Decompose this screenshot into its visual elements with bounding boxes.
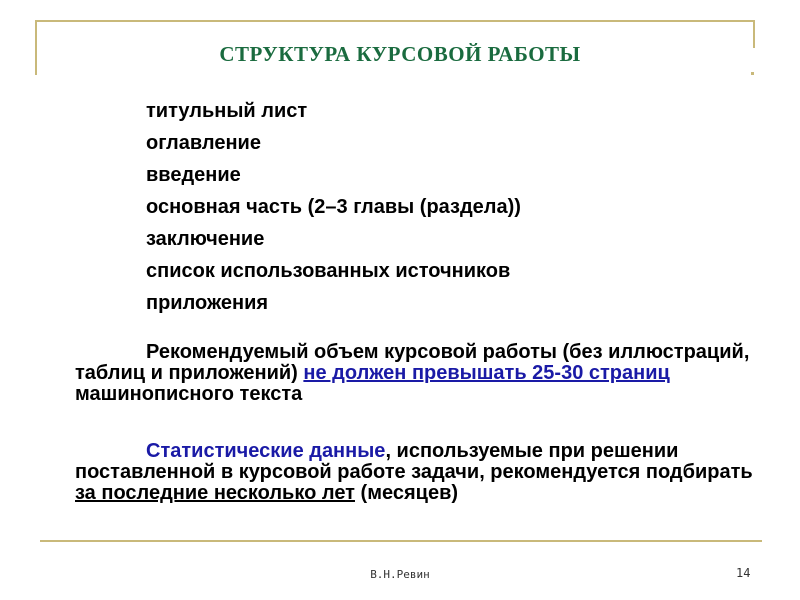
list-item: список использованных источников (146, 260, 511, 282)
footer-author: В.Н.Ревин (370, 568, 430, 581)
volume-paragraph (75, 342, 765, 405)
statistics-highlight: Статистические данные (146, 440, 386, 462)
structure-list (146, 95, 521, 319)
page-limit-link[interactable]: не должен превышать 25-30 страниц (303, 362, 670, 384)
list-item: заключение (146, 228, 265, 250)
statistics-paragraph (75, 441, 765, 504)
list-item: основная часть (2–3 главы (раздела)) (146, 196, 521, 218)
volume-text-after: машинописного текста (75, 383, 303, 405)
statistics-text-middle: , используемые при решении поставленной в курсовой работе задачи, рекомендуется подбирать (75, 440, 753, 483)
list-item: оглавление (146, 132, 261, 154)
list-item: приложения (146, 292, 269, 314)
list-item: введение (146, 164, 241, 186)
list-item: титульный лист (146, 100, 308, 122)
footer-divider (40, 540, 762, 542)
slide-title: СТРУКТУРА КУРСОВОЙ РАБОТЫ (219, 42, 581, 66)
frame-corner-dot (751, 72, 754, 75)
volume-text-before: Рекомендуемый объем курсовой работы (без иллюстраций, таблиц и приложений) (75, 341, 750, 384)
frame-top-line (35, 20, 755, 22)
statistics-text-after: (месяцев) (354, 482, 459, 504)
slide-number: 14 (736, 566, 751, 580)
recent-years-underlined: за последние несколько лет (75, 482, 355, 504)
